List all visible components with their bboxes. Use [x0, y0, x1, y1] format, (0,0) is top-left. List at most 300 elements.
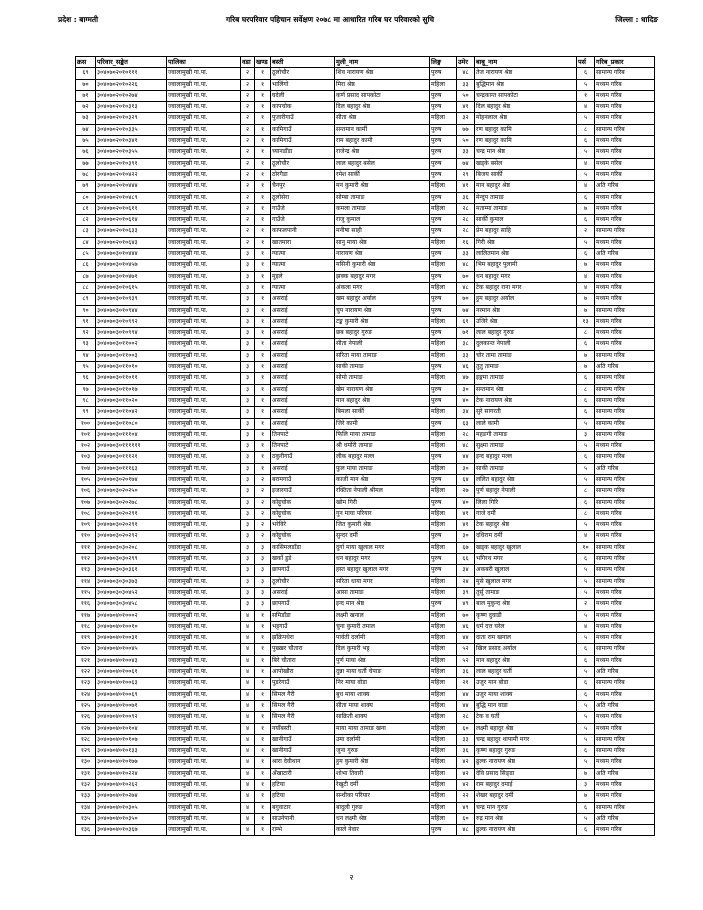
table-cell: ११०: [76, 531, 96, 542]
table-cell: ज्वालामुखी गा.पा.: [167, 169, 241, 180]
table-row: [76, 271, 655, 282]
table-cell: सन्तमान श्रेष्ठ: [475, 384, 577, 395]
table-cell: २८: [457, 215, 475, 226]
table-cell: इङ्गमा तामाङ: [475, 373, 577, 384]
table-cell: ३०४०७०४०१००४३: [96, 655, 167, 666]
table-row: [76, 599, 655, 610]
table-cell: ८३: [76, 226, 96, 237]
table-cell: मध्यम गरिब: [595, 780, 655, 791]
table-cell: पुरुष: [430, 418, 457, 429]
table-cell: ज्वालामुखी गा.पा.: [167, 520, 241, 531]
column-header: पालिका: [167, 57, 241, 68]
table-cell: ज्वालामुखी गा.पा.: [167, 441, 241, 452]
table-cell: महिला: [430, 667, 457, 678]
table-cell: १३४: [76, 802, 96, 813]
table-cell: राजु कुमाल: [335, 215, 430, 226]
table-cell: भिम बहादुर पुलामी: [475, 260, 577, 271]
table-cell: ३: [255, 554, 271, 565]
table-row: [76, 463, 655, 474]
table-cell: १३२: [76, 780, 96, 791]
table-cell: चोर तामा तामाङ: [475, 350, 577, 361]
table-cell: मध्यम गरिब: [595, 260, 655, 271]
table-cell: ४१: [457, 520, 475, 531]
table-cell: महिला: [430, 407, 457, 418]
table-cell: सुरे सागरती: [475, 407, 577, 418]
table-cell: छब बहादुर गुरुङ: [335, 328, 430, 339]
table-cell: मध्यम गरिब: [595, 520, 655, 531]
table-cell: श्री धर्मोरी तामाङ: [335, 441, 430, 452]
table-row: [76, 328, 655, 339]
table-cell: पुख्खर चौतारा: [271, 644, 335, 655]
table-cell: नरमान श्रेष्ठ: [475, 305, 577, 316]
table-cell: २२: [457, 791, 475, 802]
table-cell: २८: [457, 203, 475, 214]
table-cell: मनीषा साही: [335, 226, 430, 237]
table-cell: महिला: [430, 644, 457, 655]
table-cell: ज्वालामुखी गा.पा.: [167, 452, 241, 463]
table-row: [76, 79, 655, 90]
table-cell: ८: [577, 486, 595, 497]
table-cell: झाँक्रेपधेरा: [271, 633, 335, 644]
table-cell: अति गरिब: [595, 463, 655, 474]
table-cell: २: [255, 474, 271, 485]
table-cell: ३०४०७०४०१०२७४: [96, 791, 167, 802]
table-cell: महिला: [430, 610, 457, 621]
table-cell: ११२: [76, 554, 96, 565]
table-cell: टेक बहादुर राना मगर: [475, 282, 577, 293]
table-cell: तिनपाटे: [271, 441, 335, 452]
table-cell: ३: [241, 350, 255, 361]
table-cell: १०२: [76, 441, 96, 452]
table-cell: ४८: [457, 260, 475, 271]
table-cell: १: [255, 305, 271, 316]
table-cell: ७०: [457, 610, 475, 621]
table-cell: सामान्य गरिब: [595, 554, 655, 565]
table-cell: ३३: [457, 350, 475, 361]
table-cell: १२१: [76, 655, 96, 666]
table-row: [76, 621, 655, 632]
table-cell: ३६: [457, 746, 475, 757]
table-cell: ७४: [76, 124, 96, 135]
table-cell: महिला: [430, 350, 457, 361]
table-cell: ३०: [457, 531, 475, 542]
table-cell: १२५: [76, 700, 96, 711]
column-header: बस्ती: [271, 57, 335, 68]
table-cell: ५: [577, 723, 595, 734]
table-cell: १०८: [76, 508, 96, 519]
table-cell: ४९: [457, 599, 475, 610]
table-row: [76, 350, 655, 361]
table-cell: ३०४०७०४०१०३०५: [96, 802, 167, 813]
table-cell: ५२: [457, 655, 475, 666]
table-cell: मान बहादुर श्रेष्ठ: [475, 655, 577, 666]
table-cell: २: [241, 181, 255, 192]
table-cell: २: [241, 203, 255, 214]
table-cell: ४: [241, 791, 255, 802]
table-cell: पुर्ण बहादुर नेपाली: [475, 486, 577, 497]
table-cell: शिव नारायण श्रेष्ठ: [335, 68, 430, 79]
table-cell: ३०४०७०४०१००३१: [96, 633, 167, 644]
column-header: बाबु_नाम: [475, 57, 577, 68]
table-cell: ३: [241, 316, 255, 327]
table-cell: मध्यम गरिब: [595, 282, 655, 293]
table-cell: ९४: [76, 350, 96, 361]
table-row: [76, 181, 655, 192]
table-cell: पुरुष: [430, 249, 457, 260]
table-cell: १: [255, 203, 271, 214]
column-header: उमेर: [457, 57, 475, 68]
table-cell: असराई: [271, 305, 335, 316]
table-cell: ४०: [457, 395, 475, 406]
table-cell: बिमला सार्की: [335, 407, 430, 418]
table-cell: २: [241, 158, 255, 169]
table-cell: १: [255, 158, 271, 169]
table-cell: ३०४०७०३०११११११: [96, 441, 167, 452]
table-cell: ३६: [457, 192, 475, 203]
table-cell: सार्की कुमाल: [475, 215, 577, 226]
table-cell: कोट्टुचोक: [271, 508, 335, 519]
table-cell: ३०४०७०२०१०२७४: [96, 90, 167, 101]
table-cell: हुम बहादुर अर्याल: [475, 294, 577, 305]
table-cell: ३: [241, 260, 255, 271]
table-cell: दिल बहादुर श्रेष्ठ: [475, 102, 577, 113]
table-cell: ३०४०७०२०१०४२२: [96, 169, 167, 180]
table-cell: १: [255, 802, 271, 813]
table-cell: १: [255, 237, 271, 248]
table-cell: राजेन्द्र श्रेष्ठ: [335, 147, 430, 158]
table-cell: १: [255, 192, 271, 203]
table-cell: ज्वालामुखी गा.पा.: [167, 791, 241, 802]
table-cell: ३०४०७०४०१००६१: [96, 667, 167, 678]
table-cell: ३०४०७०४०१०२६२: [96, 780, 167, 791]
table-cell: ७२: [76, 102, 96, 113]
table-cell: ३०४०७०२०१०४८९: [96, 192, 167, 203]
table-cell: ज्वालामुखी गा.पा.: [167, 644, 241, 655]
table-cell: फुल माया तामाङ: [335, 463, 430, 474]
table-cell: बिजय सार्की: [475, 169, 577, 180]
table-cell: पुरुष: [430, 294, 457, 305]
table-cell: १०३: [76, 452, 96, 463]
table-cell: ३०४०७०४०१०२२४: [96, 768, 167, 779]
table-cell: ३०४०७०२०१०४४४: [96, 181, 167, 192]
table-cell: ३: [577, 780, 595, 791]
table-cell: धन लक्ष्मी श्रेष्ठ: [335, 813, 430, 824]
table-cell: १०: [577, 542, 595, 553]
table-cell: भालिंगो: [271, 79, 335, 90]
table-cell: समिडाँडा: [271, 610, 335, 621]
table-cell: दिल कुमारी भट्ट: [335, 644, 430, 655]
table-cell: ढुल्क नारायण श्रेष्ठ: [475, 825, 577, 836]
table-cell: ३०४०७०४०१०१३३: [96, 746, 167, 757]
table-cell: ३: [241, 565, 255, 576]
table-row: [76, 282, 655, 293]
table-cell: २: [241, 68, 255, 79]
table-cell: ज्वालामुखी गा.पा.: [167, 497, 241, 508]
table-cell: ७: [577, 260, 595, 271]
table-cell: भरेविरे: [271, 520, 335, 531]
table-cell: ११८: [76, 621, 96, 632]
table-cell: २४: [457, 576, 475, 587]
table-cell: साउनेपानी: [271, 813, 335, 824]
table-cell: १: [577, 90, 595, 101]
table-cell: लाले कामी: [475, 418, 577, 429]
table-cell: ८५: [76, 249, 96, 260]
table-cell: पुरुष: [430, 226, 457, 237]
table-cell: १: [255, 102, 271, 113]
table-cell: ५: [577, 587, 595, 598]
table-cell: ज्वालामुखी गा.पा.: [167, 712, 241, 723]
table-cell: ज्वालामुखी गा.पा.: [167, 260, 241, 271]
table-cell: ७०: [457, 271, 475, 282]
table-cell: ज्वालामुखी गा.पा.: [167, 249, 241, 260]
table-cell: महिला: [430, 712, 457, 723]
table-cell: १: [255, 113, 271, 124]
table-cell: ज्वालामुखी गा.पा.: [167, 689, 241, 700]
table-cell: ६: [577, 825, 595, 836]
table-row: [76, 486, 655, 497]
table-cell: पुरुष: [430, 136, 457, 147]
table-cell: हटिया: [271, 791, 335, 802]
table-cell: अति गरिब: [595, 667, 655, 678]
table-cell: मध्यम गरिब: [595, 215, 655, 226]
table-cell: ४: [241, 667, 255, 678]
table-cell: ज्वालामुखी गा.पा.: [167, 678, 241, 689]
table-cell: ज्वालामुखी गा.पा.: [167, 813, 241, 824]
table-cell: १: [255, 384, 271, 395]
table-cell: ३: [241, 395, 255, 406]
table-cell: धन बहादुर मगर: [475, 271, 577, 282]
table-cell: महिला: [430, 441, 457, 452]
table-cell: मध्यम गरिब: [595, 192, 655, 203]
table-cell: ६: [577, 68, 595, 79]
table-cell: ३: [241, 384, 255, 395]
table-cell: मध्यम गरिब: [595, 712, 655, 723]
table-cell: ४८: [457, 825, 475, 836]
table-cell: कामिगाउँ: [271, 136, 335, 147]
table-cell: ज्वालामुखी गा.पा.: [167, 316, 241, 327]
table-cell: चन्द्र बहादुर थापामी मगर: [475, 734, 577, 745]
table-cell: ४: [241, 813, 255, 824]
table-row: [76, 260, 655, 271]
table-cell: २: [241, 79, 255, 90]
table-row: [76, 452, 655, 463]
table-cell: १: [255, 169, 271, 180]
table-cell: ७८: [76, 169, 96, 180]
table-cell: बगुवाटार: [271, 802, 335, 813]
table-row: [76, 136, 655, 147]
table-cell: महिला: [430, 260, 457, 271]
column-header: मुली_नाम: [335, 57, 430, 68]
table-row: [76, 531, 655, 542]
table-row: [76, 203, 655, 214]
table-cell: ३: [255, 587, 271, 598]
table-cell: ३०४०७०४०१०१०७: [96, 734, 167, 745]
table-cell: ७: [577, 768, 595, 779]
table-cell: १२३: [76, 678, 96, 689]
table-cell: मध्यम गरिब: [595, 237, 655, 248]
table-cell: ३: [241, 339, 255, 350]
table-cell: ८: [577, 508, 595, 519]
table-cell: चन्द्र मान गुरुङ: [475, 802, 577, 813]
table-cell: १: [255, 655, 271, 666]
table-cell: ४८: [457, 282, 475, 293]
table-cell: मन कुमारी श्रेष्ठ: [335, 181, 430, 192]
table-cell: भट्टगाउँ: [271, 621, 335, 632]
table-cell: ६: [577, 395, 595, 406]
table-cell: ६: [577, 339, 595, 350]
table-cell: महिला: [430, 463, 457, 474]
table-cell: नयाँबस्ती: [271, 723, 335, 734]
table-cell: ४४: [457, 700, 475, 711]
table-cell: ७०: [76, 79, 96, 90]
table-cell: ठूलोचौर: [271, 576, 335, 587]
table-cell: ३: [241, 441, 255, 452]
table-cell: उमा दर्लामी: [335, 734, 430, 745]
table-cell: सुन्दर दर्मी: [335, 531, 430, 542]
table-cell: महिला: [430, 633, 457, 644]
table-row: [76, 441, 655, 452]
table-row: [76, 712, 655, 723]
table-row: [76, 237, 655, 248]
table-cell: महिला: [430, 316, 457, 327]
table-cell: १: [255, 723, 271, 734]
table-cell: महिला: [430, 813, 457, 824]
table-cell: १: [255, 362, 271, 373]
table-cell: ५: [577, 441, 595, 452]
table-cell: ५: [577, 633, 595, 644]
table-cell: १: [255, 621, 271, 632]
table-cell: सामान्य गरिब: [595, 305, 655, 316]
table-cell: ३०४०७०२०१०३२९: [96, 113, 167, 124]
table-cell: राम बहादुर कामी: [335, 136, 430, 147]
table-cell: ३: [255, 542, 271, 553]
table-cell: १३१: [76, 768, 96, 779]
table-cell: खेम नारायण श्रेष्ठ: [335, 384, 430, 395]
table-cell: अँखाटारी: [271, 768, 335, 779]
table-cell: ६१: [457, 316, 475, 327]
table-cell: ठोरगैडा: [271, 169, 335, 180]
table-cell: लालितमान श्रेष्ठ: [475, 249, 577, 260]
table-cell: ३०४०७०३०११०१७: [96, 384, 167, 395]
table-cell: पुरुष: [430, 362, 457, 373]
table-cell: कमला तामाङ: [335, 203, 430, 214]
table-cell: ३०४०७०३०१०४७१: [96, 271, 167, 282]
table-cell: महिला: [430, 621, 457, 632]
table-cell: ३: [241, 271, 255, 282]
table-cell: १: [255, 633, 271, 644]
table-row: [76, 542, 655, 553]
table-cell: मध्यम गरिब: [595, 689, 655, 700]
table-cell: १: [255, 463, 271, 474]
table-cell: काले नेवार: [335, 825, 430, 836]
table-cell: महिला: [430, 791, 457, 802]
table-cell: ३०४०७०२०१०३३५: [96, 124, 167, 135]
table-cell: दुर्गा माया खुलाल मगर: [335, 542, 430, 553]
table-cell: लक्ष्मी बहादुर श्रेष्ठ: [475, 723, 577, 734]
table-cell: १३०: [76, 757, 96, 768]
table-cell: साक्रिती शाक्य: [335, 712, 430, 723]
table-cell: पुरुष: [430, 825, 457, 836]
table-cell: मध्यम गरिब: [595, 655, 655, 666]
table-cell: १: [255, 678, 271, 689]
table-cell: ३: [241, 508, 255, 519]
table-cell: ज्वालामुखी गा.पा.: [167, 508, 241, 519]
table-cell: खोम गिरी: [335, 497, 430, 508]
table-cell: महिला: [430, 723, 457, 734]
table-cell: १: [255, 813, 271, 824]
table-cell: महङगी तामाङ: [475, 429, 577, 440]
table-cell: ज्वालामुखी गा.पा.: [167, 136, 241, 147]
table-cell: सामान्य गरिब: [595, 68, 655, 79]
table-cell: धन बहादुर मगर: [335, 554, 430, 565]
table-cell: ४: [241, 802, 255, 813]
table-cell: ३०४०७०२०१०६११: [96, 203, 167, 214]
table-row: [76, 90, 655, 101]
table-cell: महिला: [430, 429, 457, 440]
table-cell: २: [241, 215, 255, 226]
table-cell: महिला: [430, 373, 457, 384]
table-row: [76, 68, 655, 79]
table-cell: ४८: [457, 441, 475, 452]
table-cell: ललित बहादुर श्रेष्ठ: [475, 474, 577, 485]
table-cell: सामान्य गरिब: [595, 474, 655, 485]
table-cell: १२४: [76, 689, 96, 700]
table-cell: ११४: [76, 576, 96, 587]
table-cell: १: [255, 249, 271, 260]
table-cell: असराई: [271, 350, 335, 361]
table-cell: खानीगाउँ: [271, 734, 335, 745]
table-cell: ३: [241, 542, 255, 553]
table-row: [76, 497, 655, 508]
table-cell: ६: [577, 215, 595, 226]
table-cell: ज्वालामुखी गा.पा.: [167, 237, 241, 248]
table-cell: महिला: [430, 576, 457, 587]
table-cell: मध्यम गरिब: [595, 316, 655, 327]
table-cell: ४: [241, 655, 255, 666]
table-cell: खातमारा: [271, 237, 335, 248]
table-row: [76, 825, 655, 836]
table-cell: कृष्ण दुवाडी: [475, 610, 577, 621]
table-cell: १: [255, 68, 271, 79]
table-cell: ८७: [76, 271, 96, 282]
table-cell: छापगाउँ: [271, 565, 335, 576]
table-cell: अति गरिब: [595, 768, 655, 779]
table-cell: काफलपानी: [271, 226, 335, 237]
table-cell: पुरुष: [430, 395, 457, 406]
table-cell: ९८: [76, 395, 96, 406]
table-cell: ८४: [76, 237, 96, 248]
table-cell: पुजारीगाउँ: [271, 113, 335, 124]
table-cell: ३०४०७०३०२०२९१: [96, 520, 167, 531]
table-row: [76, 655, 655, 666]
table-cell: कर्ण प्रसाद सापकोटा: [335, 90, 430, 101]
table-cell: ३०४०७०३०३०२०८: [96, 542, 167, 553]
table-cell: १: [255, 294, 271, 305]
table-cell: पुरुष: [430, 192, 457, 203]
table-cell: ढुल्क नारायण श्रेष्ठ: [475, 757, 577, 768]
table-cell: इन्द मान श्रेष्ठ: [335, 599, 430, 610]
table-cell: ४: [241, 825, 255, 836]
table-cell: चन्द्र मान श्रेष्ठ: [475, 147, 577, 158]
table-row: [76, 407, 655, 418]
table-cell: ३०४०७०३०१०९३९: [96, 294, 167, 305]
table-cell: पुरुष: [430, 599, 457, 610]
table-cell: महिला: [430, 508, 457, 519]
table-cell: ३०४०७०३०२०१७४: [96, 474, 167, 485]
table-cell: झक्क बहादुर मगर: [335, 271, 430, 282]
table-cell: २९: [457, 169, 475, 180]
table-row: [76, 339, 655, 350]
